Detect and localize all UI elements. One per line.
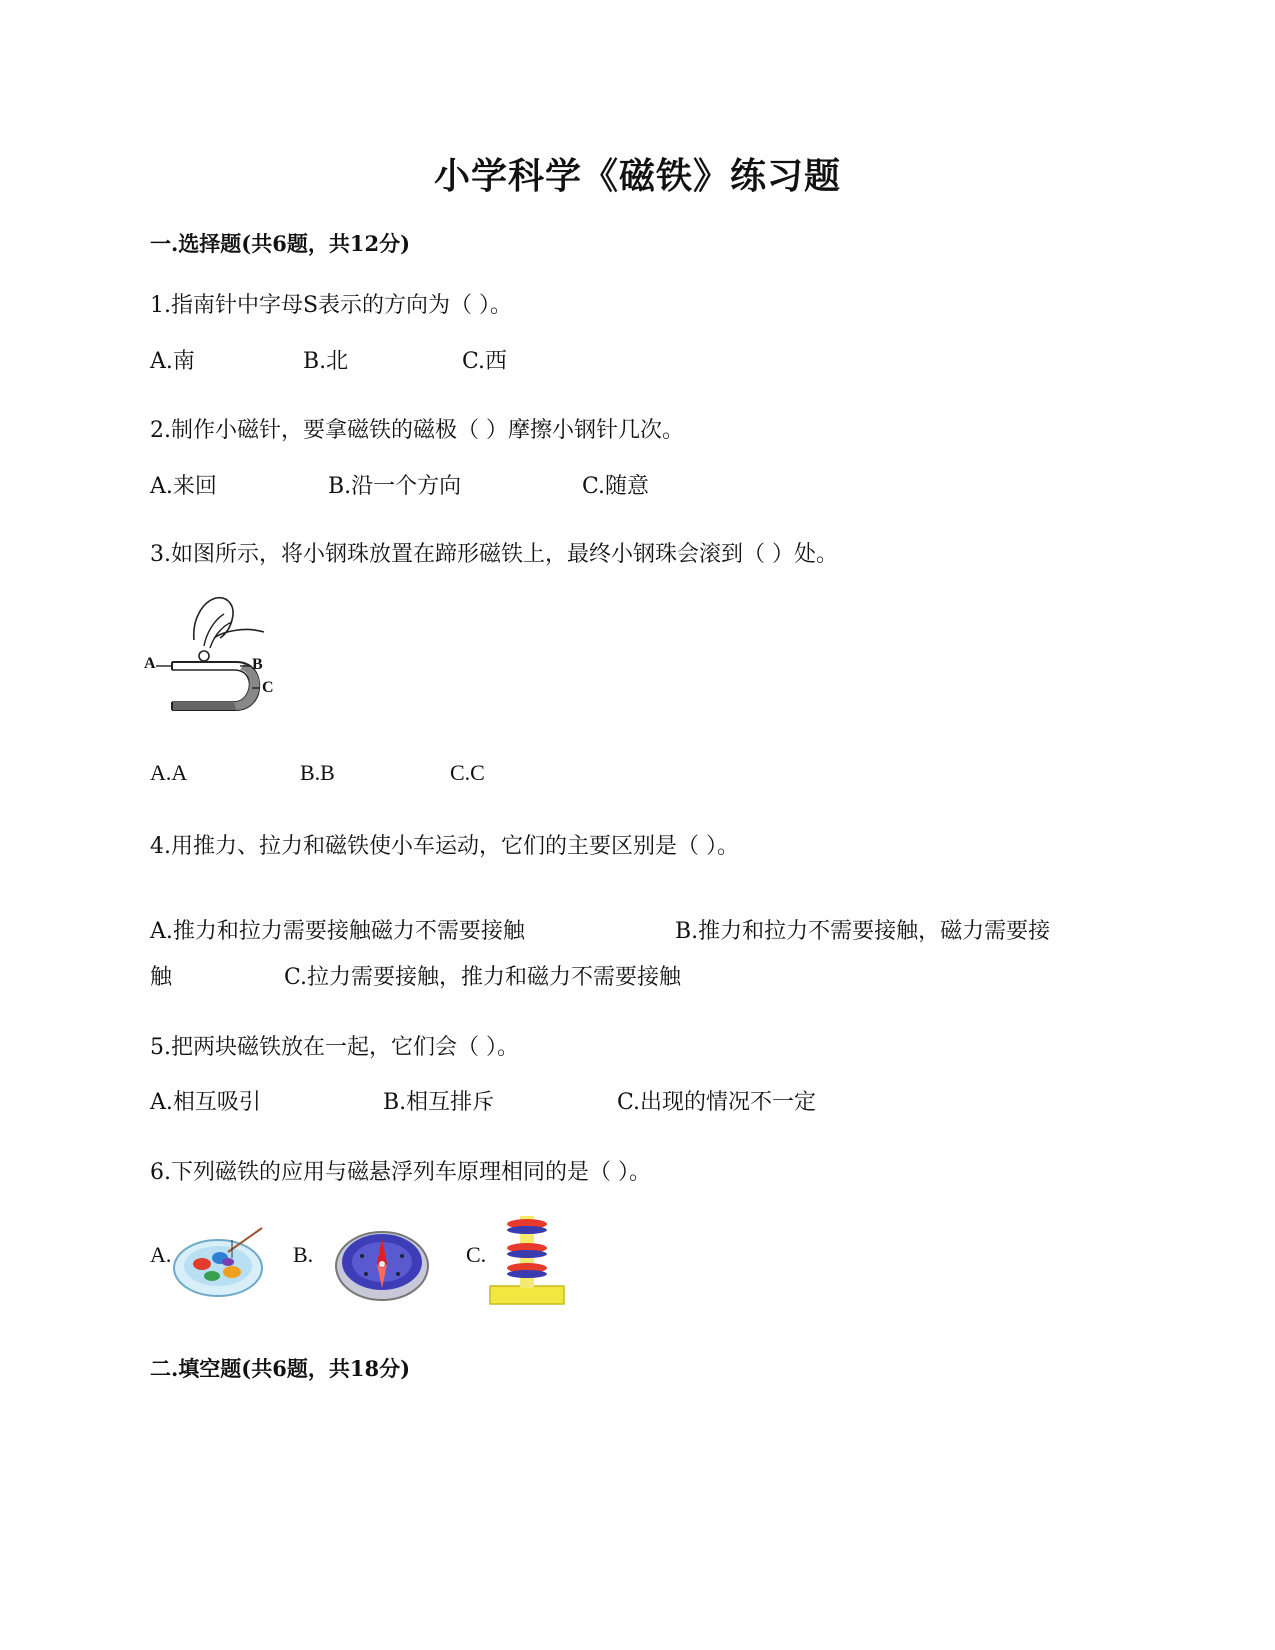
question-4: 4.用推力、拉力和磁铁使小车运动，它们的主要区别是（ ）。 xyxy=(150,834,739,859)
q3-option-c: C.C xyxy=(450,760,485,785)
q5-option-b: B.相互排斥 xyxy=(383,1090,495,1115)
q1-option-a: A.南 xyxy=(150,349,195,374)
question-1: 1.指南针中字母S表示的方向为（ ）。 xyxy=(150,293,513,318)
compass-image xyxy=(332,1220,432,1304)
q3-option-a: A.A xyxy=(150,760,188,785)
figure-label-a: A xyxy=(144,655,156,672)
q6-option-b: B. xyxy=(293,1242,314,1267)
q3-option-b: B.B xyxy=(300,760,335,785)
q2-option-b: B.沿一个方向 xyxy=(328,474,462,499)
q6-option-a: A. xyxy=(150,1242,172,1267)
q1-option-c: C.西 xyxy=(462,349,508,374)
q4-option-a: A.推力和拉力需要接触磁力不需要接触 xyxy=(150,919,525,944)
q4-option-b-wrap: 触 xyxy=(150,965,173,990)
question-3: 3.如图所示，将小钢珠放置在蹄形磁铁上，最终小钢珠会滚到（ ）处。 xyxy=(150,542,838,567)
q5-option-c: C.出现的情况不一定 xyxy=(617,1090,817,1115)
q4-option-c: C.拉力需要接触，推力和磁力不需要接触 xyxy=(284,965,682,990)
q2-option-a: A.来回 xyxy=(150,474,217,499)
question-2: 2.制作小磁针，要拿磁铁的磁极（ ）摩擦小钢针几次。 xyxy=(150,418,684,443)
q1-option-b: B.北 xyxy=(303,349,349,374)
figure-label-c: C xyxy=(262,679,274,696)
figure-label-b: B xyxy=(252,656,263,673)
horseshoe-magnet-figure xyxy=(144,590,284,730)
q4-option-b: B.推力和拉力不需要接触，磁力需要接 xyxy=(675,919,1051,944)
section-heading-choice: 一.选择题(共6题，共12分) xyxy=(150,231,411,256)
q5-option-a: A.相互吸引 xyxy=(150,1090,261,1115)
question-6: 6.下列磁铁的应用与磁悬浮列车原理相同的是（ ）。 xyxy=(150,1160,651,1185)
q6-option-c: C. xyxy=(466,1242,487,1267)
question-5: 5.把两块磁铁放在一起，它们会（ ）。 xyxy=(150,1035,519,1060)
page-title: 小学科学《磁铁》练习题 xyxy=(433,155,841,197)
q2-option-c: C.随意 xyxy=(582,474,650,499)
levitating-ring-magnets-image xyxy=(486,1210,572,1310)
magnetic-fishing-toy-image xyxy=(170,1222,270,1300)
section-heading-fill: 二.填空题(共6题，共18分) xyxy=(150,1356,411,1381)
